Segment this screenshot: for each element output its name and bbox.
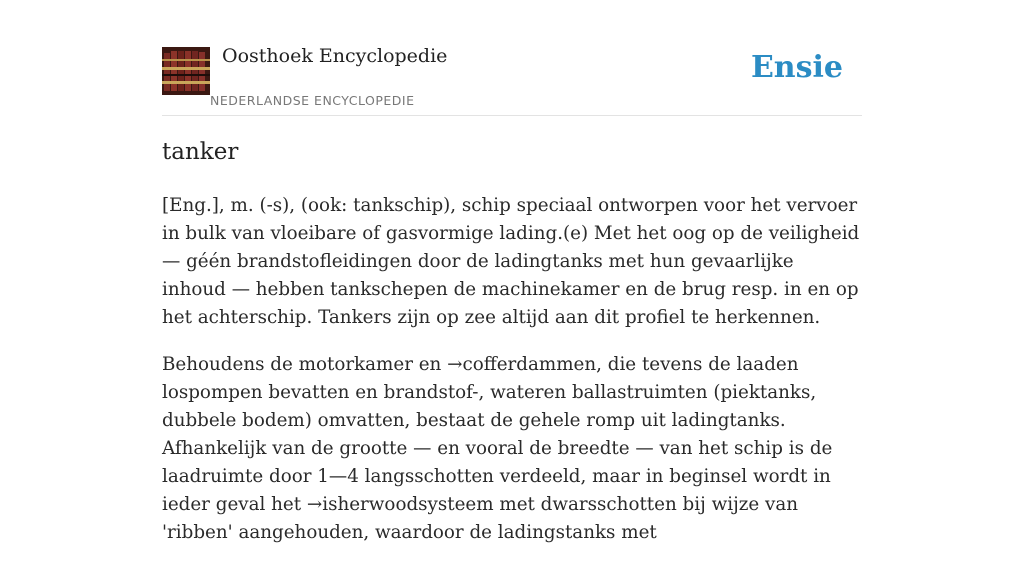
entry-paragraph-2 <box>162 351 862 547</box>
site-header <box>162 0 862 116</box>
site-title[interactable]: Oosthoek Encyclopedie <box>222 45 448 67</box>
site-subtitle: NEDERLANDSE ENCYCLOPEDIE <box>210 93 415 108</box>
entry-title: tanker <box>162 139 239 165</box>
entry-body <box>162 192 862 566</box>
cofferdammen-link[interactable]: →cofferdammen <box>447 354 597 375</box>
paragraph-text: Behoudens de motorkamer en <box>162 354 448 375</box>
entry-paragraph-1: [Eng.], m. (-s), (ook: tankschip), schip speciaal ontworpen voor het vervoer in bulk van vloeibare of gasvormige lading.(e) Met het oog op de veiligheid — géén brandstofleidingen door de ladingtanks met hun gevaarlijke inhoud — hebben tankschepen de machinekamer en de brug resp. in en op het achterschip. Tankers zijn op zee altijd aan dit profiel te herkennen. <box>162 195 860 328</box>
isherwoodsysteem-link[interactable]: →isherwoodsysteem <box>306 494 494 515</box>
content-container <box>162 0 862 543</box>
paragraph-text: , die tevens de laaden lospompen bevatten en brandstof-, wateren ballastruimten (piektanks, dubbele bodem) omvatten, bestaat de gehele romp uit ladingtanks. Afhankelijk van de grootte — en vooral de breedte — van het schip is de laadruimte door 1—4 langsschotten verdeeld, maar in beginsel wordt in ieder geval het <box>162 354 833 515</box>
encyclopedia-books-icon[interactable] <box>162 47 210 95</box>
ensie-logo-link[interactable]: Ensie <box>750 50 843 85</box>
paragraph-text: met dwarsschotten bij wijze van 'ribben' aangehouden, waardoor de ladingstanks met <box>162 494 799 543</box>
